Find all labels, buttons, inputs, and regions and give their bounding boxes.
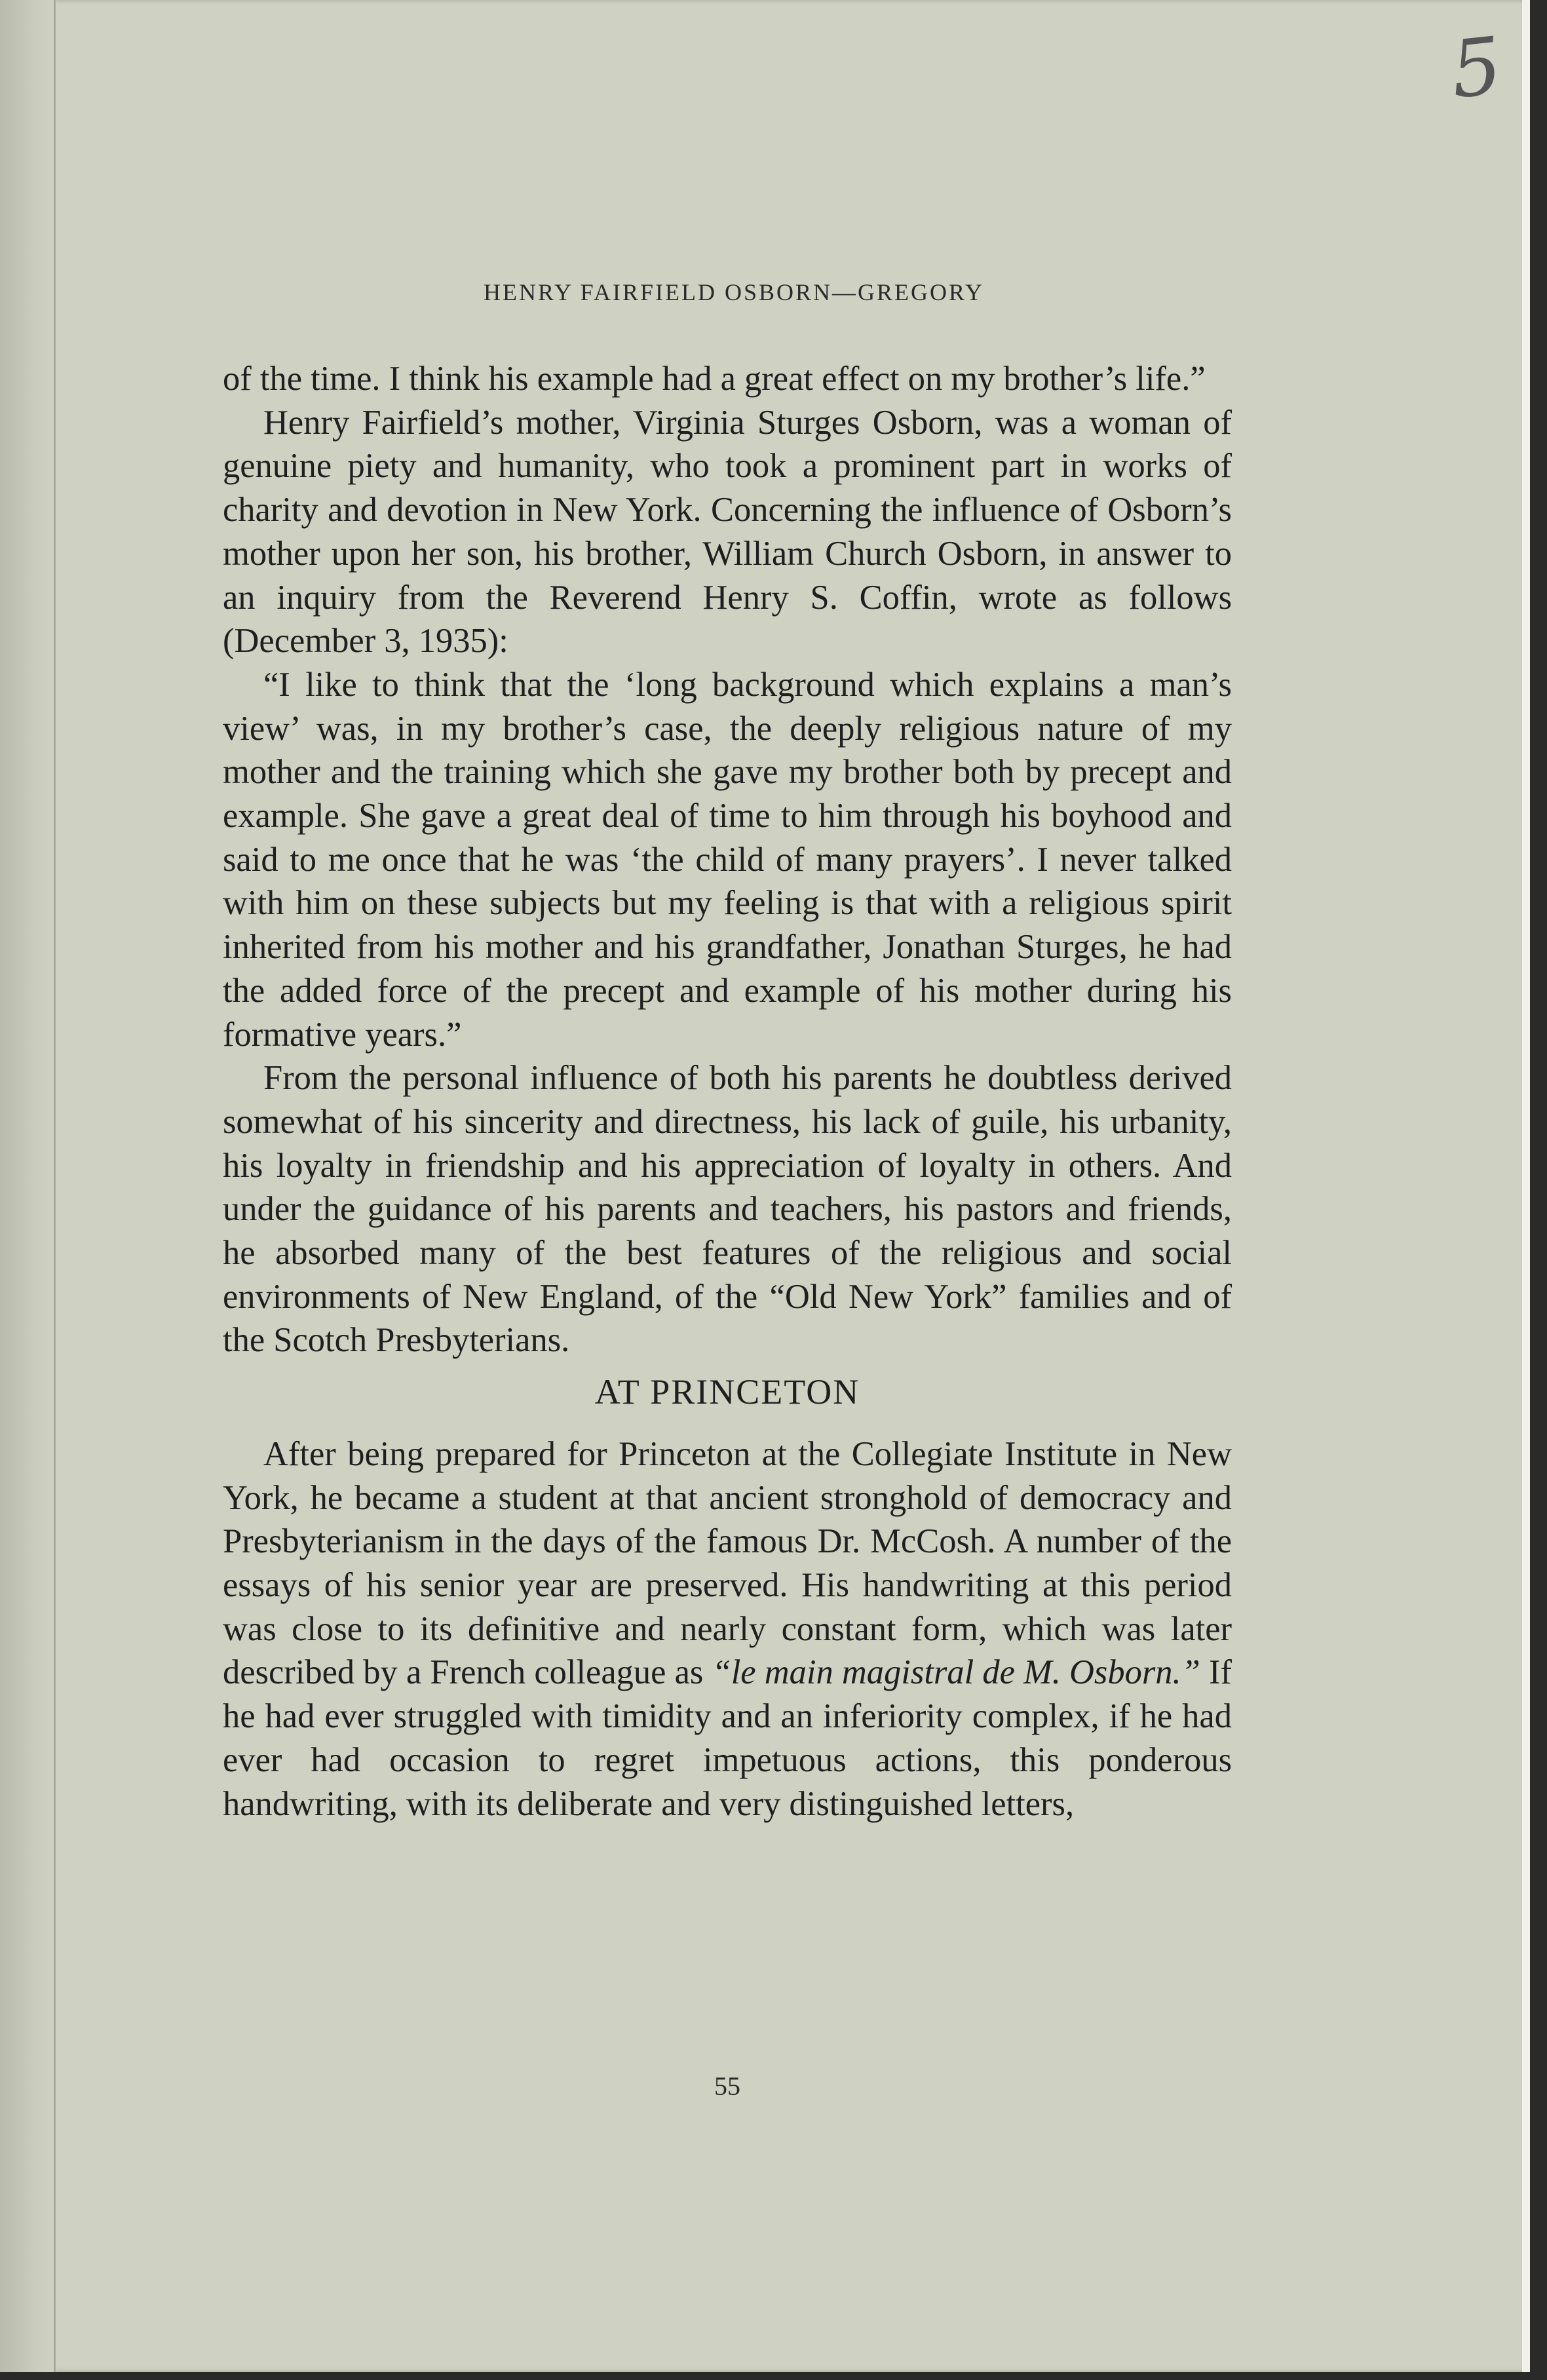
paragraph: From the personal influence of both his parents he doubtless derived somewhat of his sincerity and directness, his lack of guile, his urbanity, his loyalty in friendship and his appreciation of loyalty in others. And under the guidance of his parents and teachers, his pastors and friends, he absorbed many of the best features of the religious and social environments of New England, of the “Old New York” families and of the Scotch Presbyterians. [223, 1059, 1232, 1360]
page-edge [1522, 0, 1530, 2372]
page-gutter [0, 0, 56, 2372]
body-text [223, 357, 1232, 1826]
running-head: HENRY FAIRFIELD OSBORN—GREGORY [483, 279, 985, 305]
paragraph: Henry Fairfield’s mother, Virginia Sturges Osborn, was a woman of genuine piety and humanity, who took a prominent part in works of charity and devotion in New York. Concerning the influence of Osborn’s mother upon her son, his brother, William Church Osborn, in answer to an inquiry from the Reverend Henry S. Coffin, wrote as follows (December 3, 1935): [223, 403, 1232, 661]
italic-quote: “le main magistral de M. Osborn.” [712, 1653, 1200, 1692]
page-folio: 55 [714, 2071, 740, 2101]
paragraph-text: After being prepared for Princeton at the Collegiate Institute in New York, he became a student at that ancient stronghold of democracy and Presbyterianism in the days of the famous Dr. McCosh. A number of the essays of his senior year are preserved. His handwriting at this period was close to its definitive and nearly constant form, which was later described by a French colleague as [223, 1434, 1232, 1692]
paragraph: “I like to think that the ‘long background which explains a man’s view’ was, in my brother’s case, the deeply religious nature of my mother and the training which she gave my brother both by precept and example. She gave a great deal of time to him through his boyhood and said to me once that he was ‘the child of many prayers’. I never talked with him on these subjects but my feeling is that with a religious spirit inherited from his mother and his grandfather, Jonathan Sturges, he had the added force of the precept and example of his mother during his formative years.” [223, 665, 1232, 1054]
paragraph [223, 1432, 1232, 1826]
paragraph: of the time. I think his example had a great effect on my brother’s life.” [223, 360, 1206, 398]
handwritten-page-number: 5 [1446, 20, 1506, 117]
section-heading: AT PRINCETON [594, 1372, 860, 1412]
paragraph-text: If he had ever struggled with timidity and an inferiority complex, if he had ever had occasion to regret impetuous actions, this ponderous handwriting, with its deliberate and very distinguished letters, [223, 1653, 1232, 1823]
binding-line [54, 0, 56, 2372]
